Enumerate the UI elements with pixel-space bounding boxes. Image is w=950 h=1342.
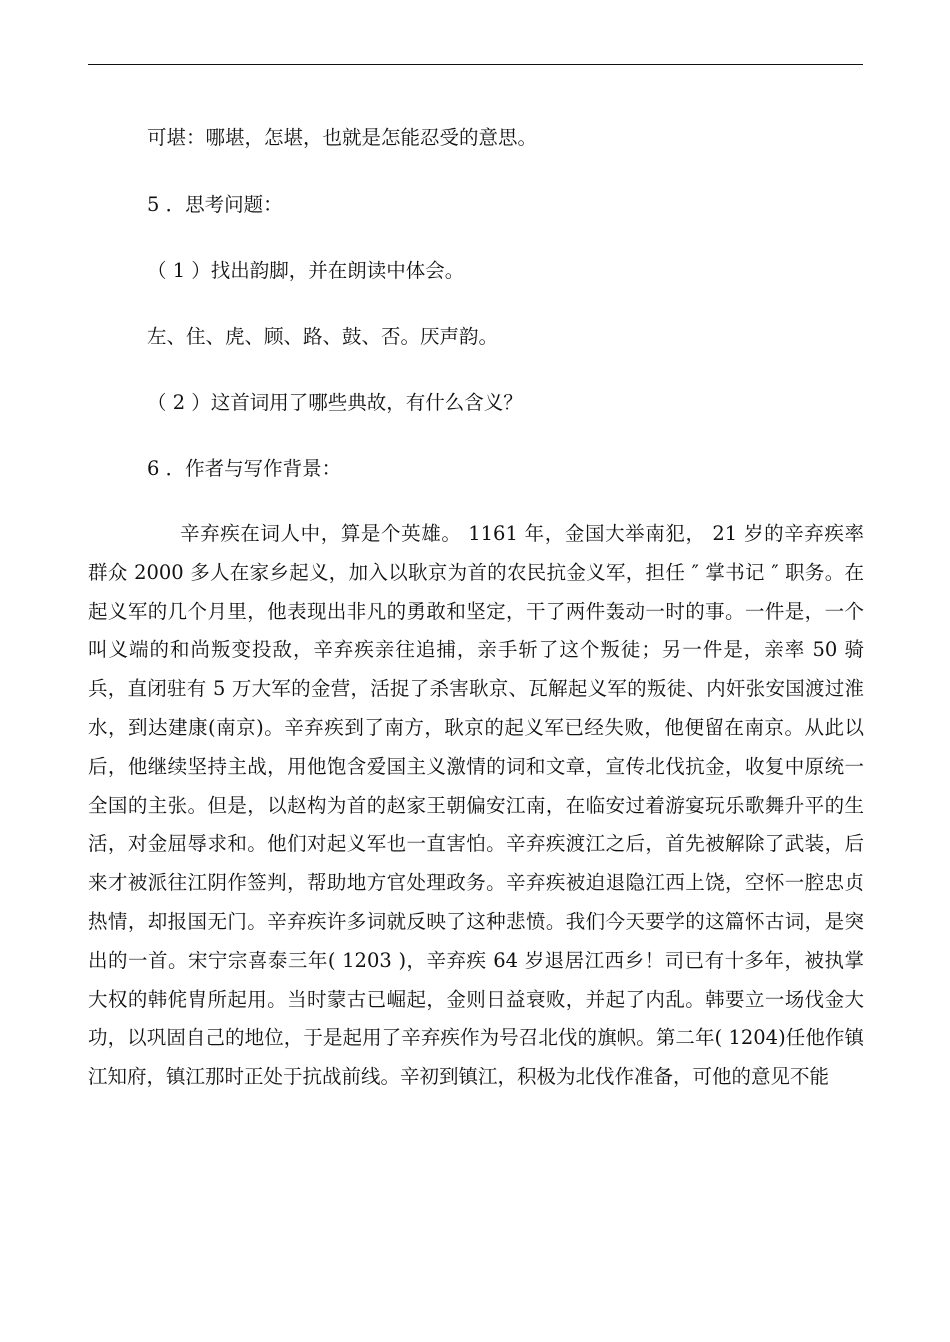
text-line-question-1: （ 1 ）找出韵脚，并在朗读中体会。 [147,259,465,282]
author-background-paragraph: 辛弃疾在词人中，算是个英雄。 1161 年，金国大举南犯， 21 岁的辛弃疾率群众 2000 多人在家乡起义，加入以耿京为首的农民抗金义军，担任 ″ 掌书记 ″ 职务。在起义军的几个月里，他表现出非凡的勇敢和坚定，干了两件轰动一时的事。一件是，一个叫义端的和尚叛变投敌，辛弃疾亲往追捕，亲手斩了这个叛徒；另一件是，亲率 50 骑兵，直闭驻有 5 万大军的金营，活捉了杀害耿京、瓦解起义军的叛徒、内奸张安国渡过淮水，到达建康(南京)。辛弃疾到了南方，耿京的起义军已经失败，他便留在南京。从此以后，他继续坚持主战，用他饱含爱国主义激情的词和文章，宣传北伐抗金，收复中原统一全国的主张。但是，以赵构为首的赵家王朝偏安江南，在临安过着游宴玩乐歌舞升平的生活，对金屈辱求和。他们对起义军也一直害怕。辛弃疾渡江之后，首先被解除了武装，后来才被派往江阴作签判，帮助地方官处理政务。辛弃疾被迫退隐江西上饶，空怀一腔忠贞热情，却报国无门。辛弃疾许多词就反映了这种悲愤。我们今天要学的这篇怀古词，是突出的一首。宋宁宗喜泰三年( 1203 )，辛弃疾 64 岁退居江西乡！司已有十多年，被执掌大权的韩侂胄所起用。当时蒙古已崛起，金则日益衰败，并起了内乱。韩要立一场伐金大功，以巩固自己的地位，于是起用了辛弃疾作为号召北伐的旗帜。第二年( 1204)任他作镇江知府，镇江那时正处于抗战前线。辛初到镇江，积极为北伐作准备，可他的意见不能 [88,522,864,1089]
text-line-question-heading: 5 ．思考问题： [147,193,283,216]
text-line-definition: 可堪：哪堪，怎堪，也就是怎能忍受的意思。 [147,126,538,149]
text-line-background-heading: 6 ．作者与写作背景： [147,457,342,480]
text-line-question-2: （ 2 ）这首词用了哪些典故，有什么含义？ [147,391,523,414]
header-rule [88,64,863,65]
text-line-rhymes: 左、住、虎、顾、路、鼓、否。厌声韵。 [147,325,499,348]
